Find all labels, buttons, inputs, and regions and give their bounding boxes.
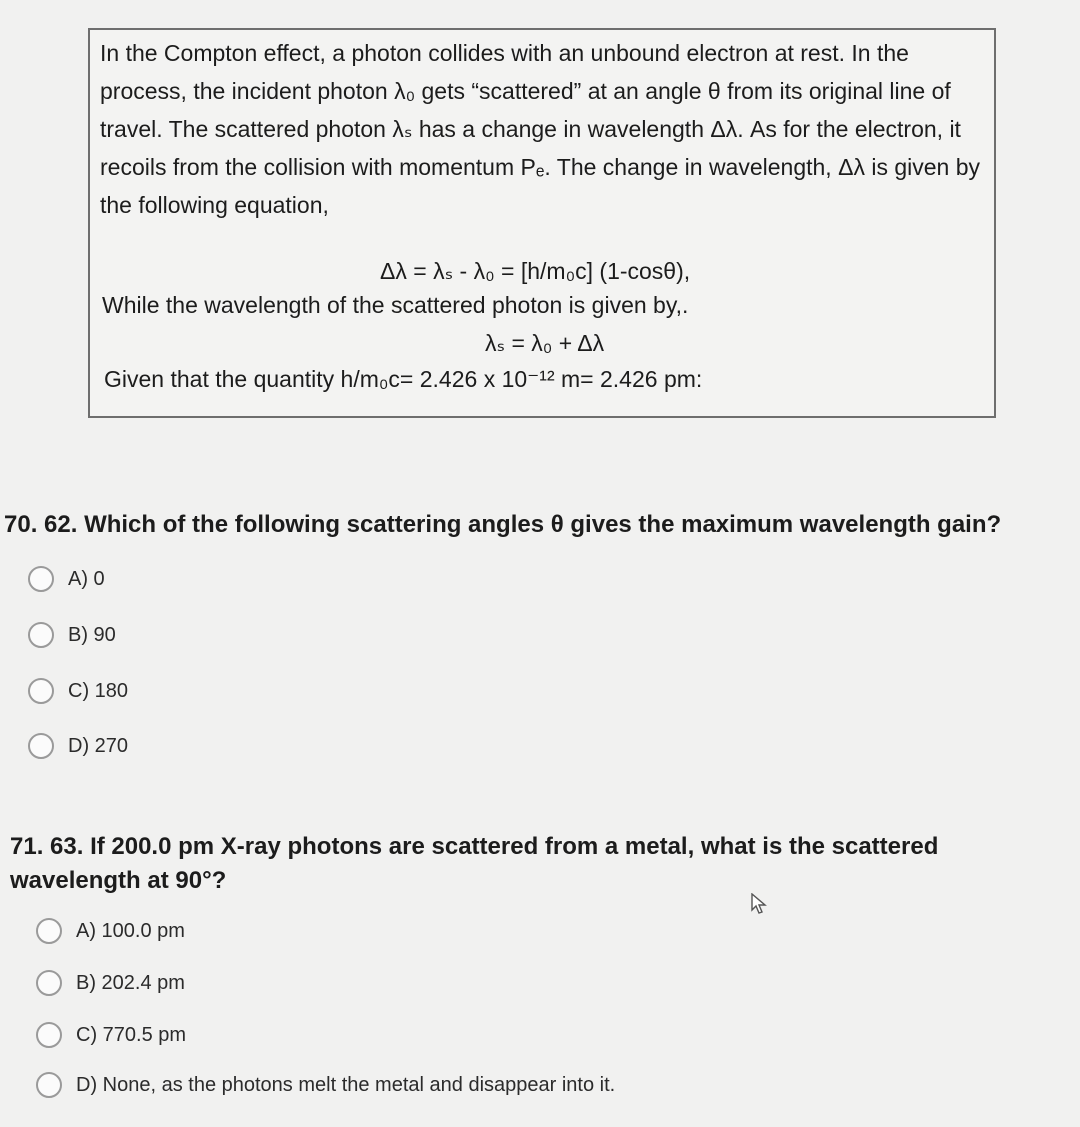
q70-option-d[interactable] (28, 733, 128, 759)
constant-text: Given that the quantity h/m₀c= 2.426 x 10⁻¹² m= 2.426 pm: (104, 366, 703, 392)
question-70-prompt: 70. 62. Which of the following scattering angles θ gives the maximum wavelength gain? (4, 511, 1002, 538)
equation-lambda-s: λₛ = λ₀ + Δλ (485, 330, 605, 356)
radio-button[interactable] (28, 678, 54, 704)
option-label: B) 202.4 pm (76, 971, 185, 994)
q70-option-b[interactable] (28, 622, 116, 648)
radio-button[interactable] (36, 970, 62, 996)
scattered-wavelength-text: While the wavelength of the scattered photon is given by,. (102, 292, 689, 318)
q70-option-a[interactable] (28, 566, 105, 592)
option-label: C) 180 (68, 679, 129, 702)
radio-button[interactable] (36, 918, 62, 944)
question-71-prompt: 71. 63. If 200.0 pm X-ray photons are scattered from a metal, what is the scattered wavelength at 90°? (10, 833, 939, 894)
radio-button[interactable] (28, 622, 54, 648)
q71-option-a[interactable] (36, 918, 185, 944)
option-label: A) 0 (68, 567, 105, 590)
option-label: A) 100.0 pm (76, 919, 185, 942)
info-box (88, 28, 996, 418)
radio-button[interactable] (28, 566, 54, 592)
info-paragraph: In the Compton effect, a photon collides with an unbound electron at rest. In the process, the incident photon λ₀ gets “scattered” at an angle θ from its original line of travel. The scattered photon λₛ has a change in wavelength Δλ. As for the electron, it recoils from the collision with momentum Pₑ. The change in wavelength, Δλ is given by the following equation, (100, 40, 980, 218)
q71-option-d[interactable] (36, 1072, 615, 1098)
radio-button[interactable] (36, 1072, 62, 1098)
equation-delta-lambda: Δλ = λₛ - λ₀ = [h/m₀c] (1-cosθ), (380, 258, 691, 284)
option-label: C) 770.5 pm (76, 1023, 187, 1046)
option-label: D) 270 (68, 734, 129, 757)
option-label: B) 90 (68, 623, 116, 646)
mouse-pointer-icon (750, 893, 768, 920)
q71-option-c[interactable] (36, 1022, 186, 1048)
option-label: D) None, as the photons melt the metal and disappear into it. (76, 1073, 616, 1096)
radio-button[interactable] (36, 1022, 62, 1048)
radio-button[interactable] (28, 733, 54, 759)
q71-option-b[interactable] (36, 970, 185, 996)
q70-option-c[interactable] (28, 678, 128, 704)
